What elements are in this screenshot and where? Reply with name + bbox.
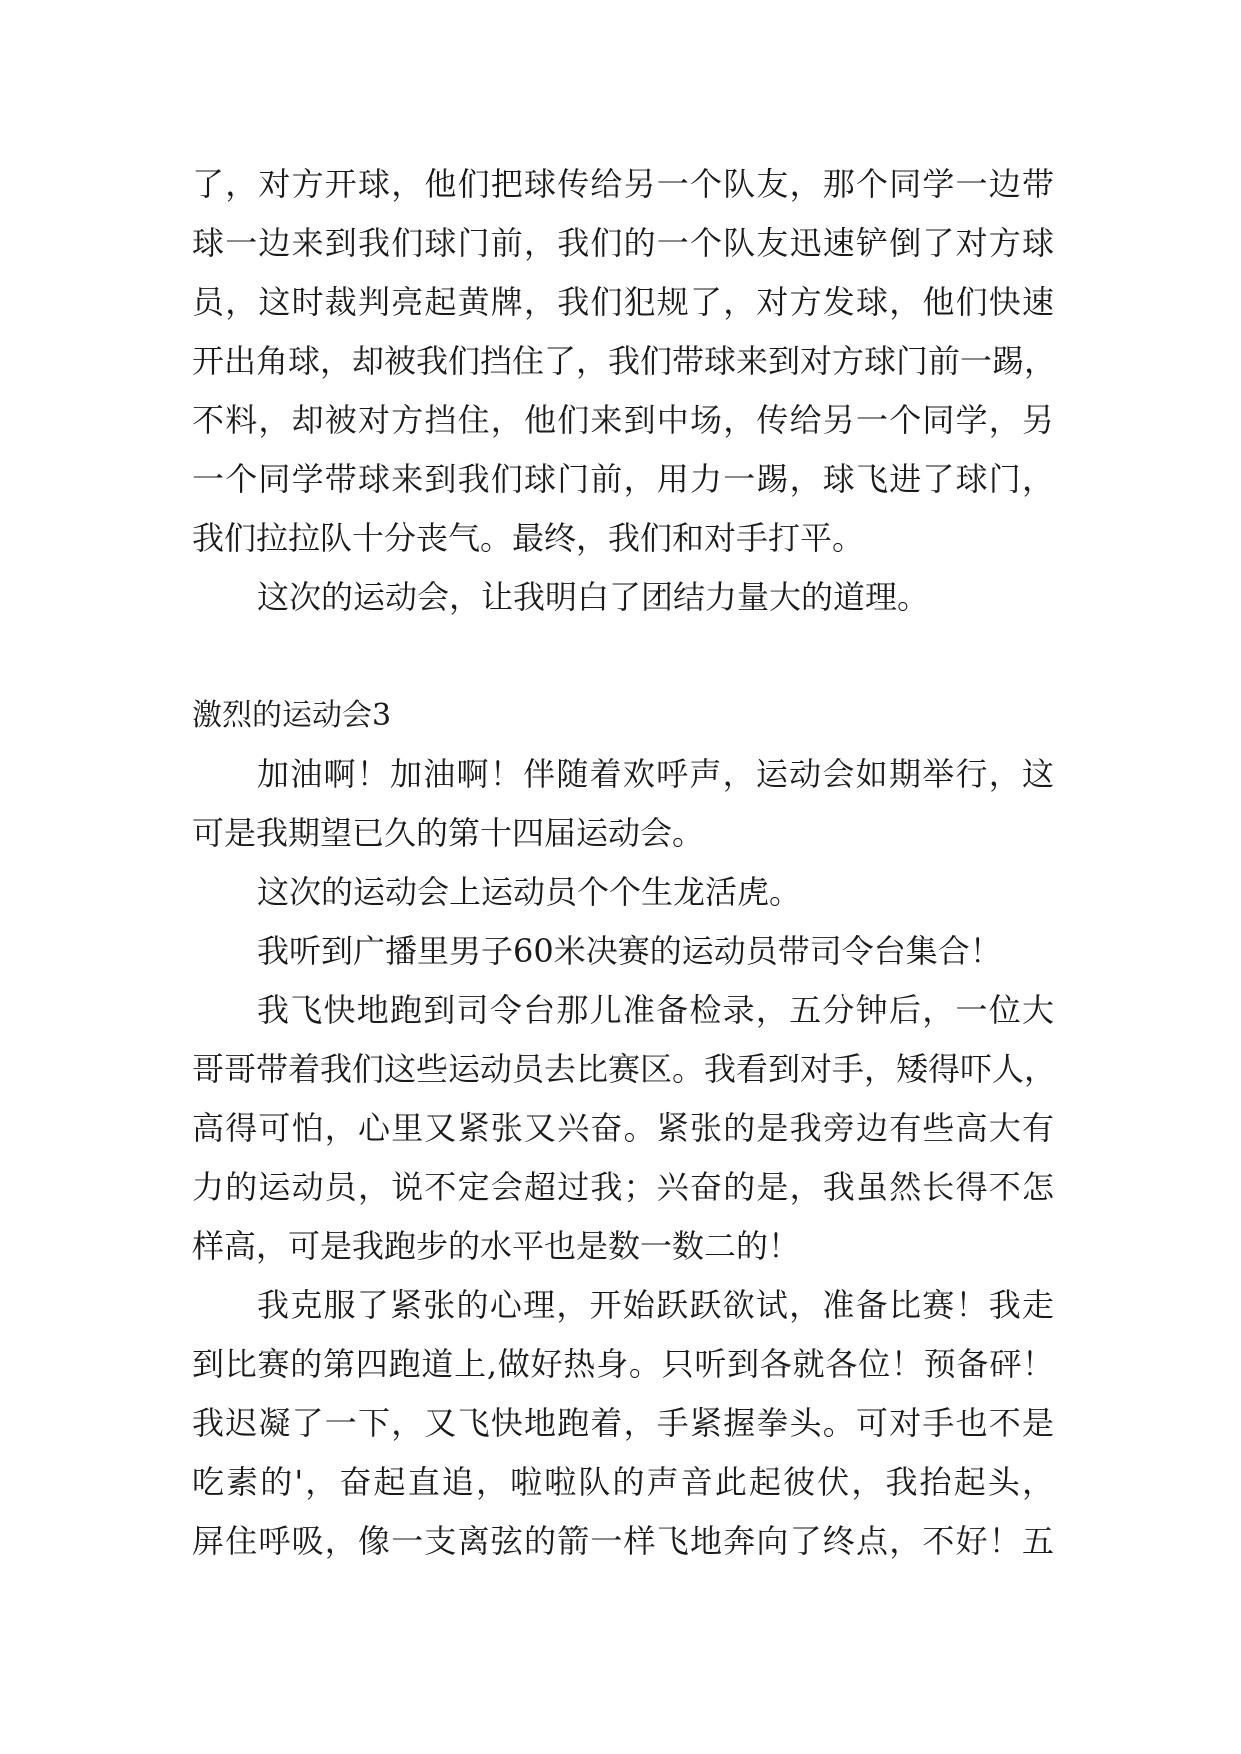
text-line: 哥哥带着我们这些运动员去比赛区。我看到对手，矮得吓人，	[192, 1050, 1057, 1088]
text-line: 了，对方开球，他们把球传给另一个队友，那个同学一边带	[192, 165, 1054, 203]
document-page	[192, 155, 1057, 1571]
text-line: 我克服了紧张的心理，开始跃跃欲试，准备比赛！我走	[257, 1286, 1054, 1324]
text-line: 可是我期望已久的第十四届运动会。	[192, 814, 705, 852]
text-line: 吃素的'，奋起直追，啦啦队的声音此起彼伏，我抬起头，	[192, 1463, 1054, 1501]
text-line: 我迟凝了一下，又飞快地跑着，手紧握拳头。可对手也不是	[192, 1404, 1054, 1442]
text-line: 我飞快地跑到司令台那儿准备检录，五分钟后，一位大	[257, 991, 1054, 1029]
text-line: 高得可怕，心里又紧张又兴奋。紧张的是我旁边有些高大有	[192, 1109, 1054, 1147]
text-line: 样高，可是我跑步的水平也是数一数二的！	[192, 1227, 801, 1265]
text-line: 力的运动员，说不定会超过我；兴奋的是，我虽然长得不怎	[192, 1168, 1054, 1206]
paragraph-1	[192, 155, 1057, 568]
paragraph-7	[192, 1276, 1054, 1571]
paragraph-3	[192, 745, 1054, 863]
paragraph-gap	[192, 627, 1054, 686]
text-line: 开出角球，却被我们挡住了，我们带球来到对方球门前一踢，	[192, 342, 1057, 380]
text-line: 这次的运动会上运动员个个生龙活虎。	[257, 873, 802, 911]
text-line: 到比赛的第四跑道上,做好热身。只听到各就各位！预备砰！	[192, 1345, 1054, 1383]
text-line: 不料，却被对方挡住，他们来到中场，传给另一个同学，另	[192, 401, 1054, 439]
paragraph-6	[192, 981, 1057, 1276]
paragraph-2	[192, 568, 1054, 627]
paragraph-4	[192, 863, 1054, 922]
text-line: 我们拉拉队十分丧气。最终，我们和对手打平。	[192, 519, 865, 557]
text-line: 加油啊！加油啊！伴随着欢呼声，运动会如期举行，这	[257, 755, 1054, 793]
text-line: 这次的运动会，让我明白了团结力量大的道理。	[257, 578, 930, 616]
paragraph-5	[192, 922, 1054, 981]
text-line: 一个同学带球来到我们球门前，用力一踢，球飞进了球门，	[192, 460, 1054, 498]
section-title: 激烈的运动会3	[192, 698, 392, 733]
text-line: 员，这时裁判亮起黄牌，我们犯规了，对方发球，他们快速	[192, 283, 1054, 321]
text-line: 我听到广播里男子60米决赛的运动员带司令台集合！	[257, 932, 1002, 970]
text-line: 屏住呼吸，像一支离弦的箭一样飞地奔向了终点，不好！五	[192, 1522, 1054, 1560]
text-line: 球一边来到我们球门前，我们的一个队友迅速铲倒了对方球	[192, 224, 1054, 262]
